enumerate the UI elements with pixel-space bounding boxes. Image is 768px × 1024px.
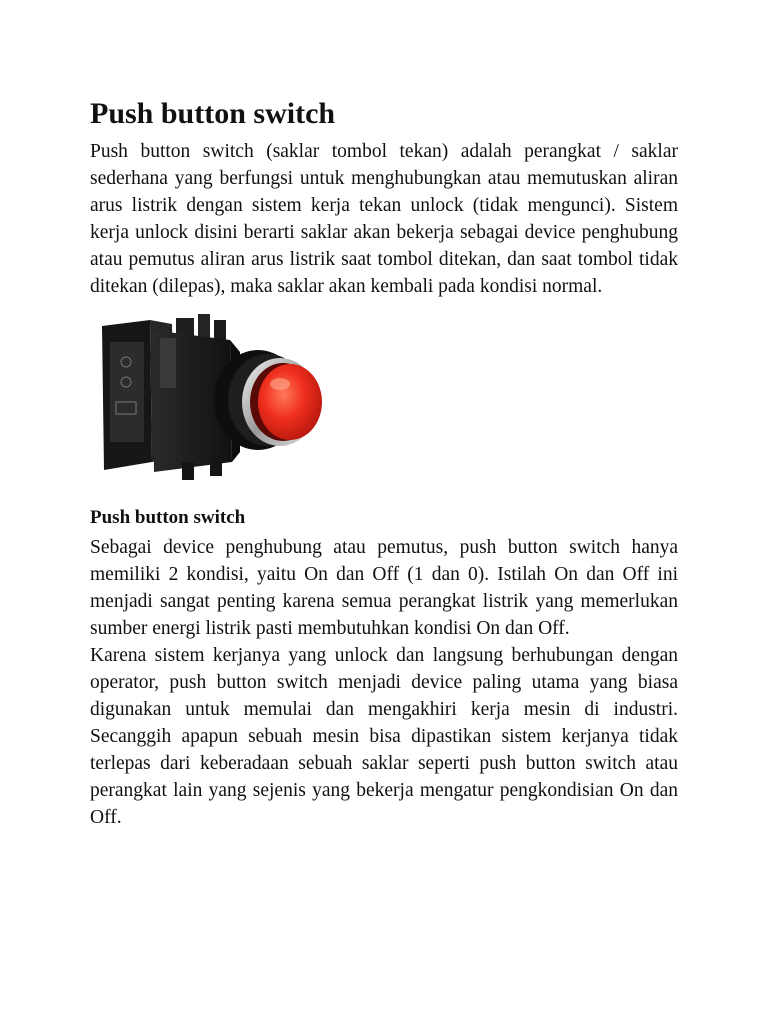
figure-caption: Push button switch	[90, 507, 246, 528]
document-page	[90, 96, 678, 831]
body-paragraph-2: Karena sistem kerjanya yang unlock dan langsung berhubungan dengan operator, push button switch menjadi device paling utama yang biasa digunakan untuk memulai dan mengakhiri kerja mesin di industri. Secanggih apapun sebuah mesin bisa dipastikan sistem kerjanya tidak terlepas dari keberadaan sebuah saklar seperti push button switch atau perangkat lain yang sejenis yang bekerja mengatur pengkondisian On dan Off.	[90, 645, 678, 828]
push-button-illustration	[90, 312, 340, 492]
intro-paragraph: Push button switch (saklar tombol tekan) adalah perangkat / saklar sederhana yang berfungsi untuk menghubungkan atau memutuskan aliran arus listrik dengan sistem kerja tekan unlock (tidak mengunci). Sistem kerja unlock disini berarti saklar akan bekerja sebagai device penghubung atau pemutus aliran arus listrik saat tombol ditekan, dan saat tombol tidak ditekan (dilepas), maka saklar akan kembali pada kondisi normal.	[90, 141, 678, 297]
body-paragraph-1: Sebagai device penghubung atau pemutus, push button switch hanya memiliki 2 kondisi, yaitu On dan Off (1 dan 0). Istilah On dan Off ini menjadi sangat penting karena semua perangkat listrik yang memerlukan sumber energi listrik pasti membutuhkan kondisi On dan Off.	[90, 537, 678, 639]
page-title: Push button switch	[90, 97, 336, 130]
push-button-image	[90, 312, 340, 492]
